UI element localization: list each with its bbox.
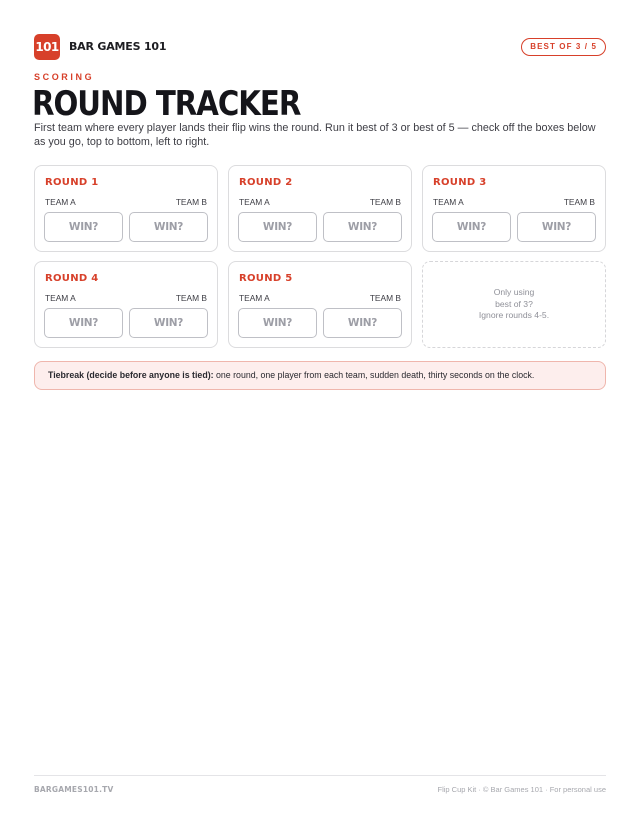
brand-name: BAR GAMES 101 xyxy=(69,40,167,53)
team-b-label: TEAM B xyxy=(563,197,595,207)
section-eyebrow: SCORING xyxy=(34,72,95,82)
round-label: ROUND 2 xyxy=(239,177,293,188)
round-label: ROUND 1 xyxy=(45,177,99,188)
note-line: best of 3? xyxy=(495,298,533,309)
round-card-1 xyxy=(34,165,218,252)
page-header xyxy=(34,34,606,60)
team-a-win-box[interactable]: WIN? xyxy=(44,308,123,338)
team-a-label: TEAM A xyxy=(239,293,270,303)
tiebreak-callout xyxy=(34,361,606,390)
note-line: Only using xyxy=(493,287,535,298)
team-b-label: TEAM B xyxy=(369,293,401,303)
round-label: ROUND 3 xyxy=(433,177,487,188)
round-label: ROUND 4 xyxy=(45,273,99,284)
best-of-3-note xyxy=(422,261,606,348)
round-card-3 xyxy=(422,165,606,252)
team-a-label: TEAM A xyxy=(45,293,76,303)
note-text xyxy=(464,287,564,322)
round-card-2 xyxy=(228,165,412,252)
round-card-5 xyxy=(228,261,412,348)
team-b-win-box[interactable]: WIN? xyxy=(323,212,402,242)
intro-text: First team where every player lands their flip wins the round. Run it best of 3 or best of 5 — check off the boxes below as you go, top to bottom, left to right. xyxy=(34,122,596,148)
note-line: Ignore rounds 4-5. xyxy=(478,310,550,321)
footer-divider xyxy=(34,775,606,776)
team-b-win-box[interactable]: WIN? xyxy=(517,212,596,242)
team-a-label: TEAM A xyxy=(433,197,464,207)
team-a-win-box[interactable]: WIN? xyxy=(238,212,317,242)
team-a-label: TEAM A xyxy=(45,197,76,207)
team-b-label: TEAM B xyxy=(175,197,207,207)
team-a-win-box[interactable]: WIN? xyxy=(238,308,317,338)
brand-logo: 101 xyxy=(34,34,60,60)
team-b-win-box[interactable]: WIN? xyxy=(323,308,402,338)
tiebreak-text: one round, one player from each team, sudden death, thirty seconds on the clock. xyxy=(213,370,535,380)
team-b-label: TEAM B xyxy=(175,293,207,303)
tiebreak-label: Tiebreak (decide before anyone is tied): xyxy=(48,370,214,380)
round-label: ROUND 5 xyxy=(239,273,293,284)
format-badge: BEST OF 3 / 5 xyxy=(521,38,606,56)
footer-credit: Flip Cup Kit · © Bar Games 101 · For personal use xyxy=(437,785,606,794)
team-b-win-box[interactable]: WIN? xyxy=(129,308,208,338)
footer-url: BARGAMES101.TV xyxy=(34,785,114,794)
team-a-label: TEAM A xyxy=(239,197,270,207)
team-b-win-box[interactable]: WIN? xyxy=(129,212,208,242)
team-b-label: TEAM B xyxy=(369,197,401,207)
round-card-4 xyxy=(34,261,218,348)
team-a-win-box[interactable]: WIN? xyxy=(44,212,123,242)
page-title: ROUND TRACKER xyxy=(32,84,301,124)
team-a-win-box[interactable]: WIN? xyxy=(432,212,511,242)
